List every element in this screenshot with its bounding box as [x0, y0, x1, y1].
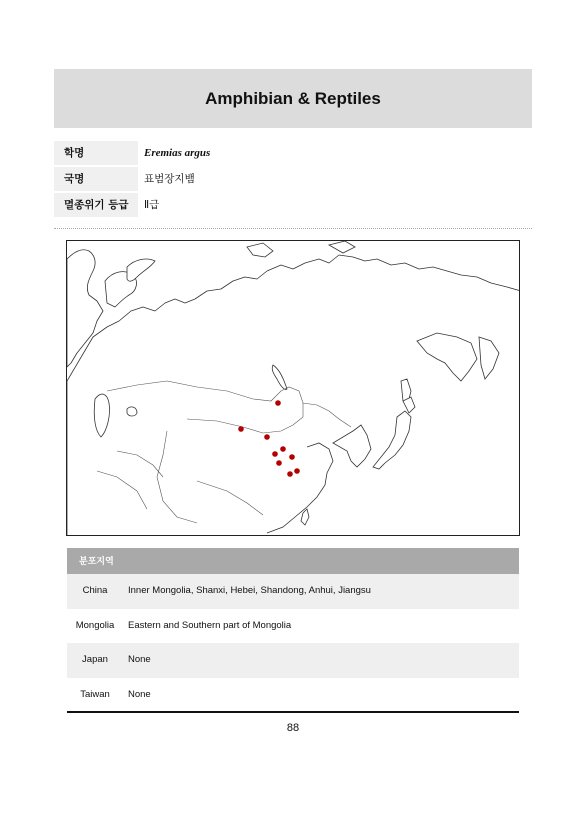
occurrence-point [287, 471, 293, 477]
section-divider [54, 228, 532, 229]
detail-cell: Inner Mongolia, Shanxi, Hebei, Shandong, Anhui, Jiangsu [128, 585, 371, 596]
table-row [67, 678, 519, 713]
table-row [67, 609, 519, 644]
region-cell: Mongolia [75, 619, 115, 631]
region-cell: Taiwan [80, 688, 110, 700]
region-cell: China [82, 585, 108, 596]
table-row [67, 643, 519, 678]
distribution-map [66, 240, 520, 536]
info-label: 멸종위기 등급 [54, 193, 138, 217]
scientific-name: Eremias argus [144, 147, 211, 159]
info-row-endangered-grade [54, 193, 532, 219]
aral-sea [127, 407, 137, 416]
island-outline [247, 243, 273, 257]
distribution-table [67, 548, 519, 712]
info-label: 국명 [54, 167, 138, 191]
occurrence-point [280, 446, 286, 452]
info-row-korean-name [54, 167, 532, 193]
occurrence-point [289, 454, 295, 460]
occurrence-point [272, 451, 278, 457]
korean-name: 표범장지뱀 [144, 173, 195, 185]
table-bottom-rule [67, 711, 519, 713]
endangered-grade: Ⅱ급 [144, 199, 160, 211]
island-outline [127, 259, 155, 281]
landmass-outlines [67, 250, 520, 536]
occurrence-point [264, 434, 270, 440]
map-svg [67, 241, 520, 536]
detail-cell: None [128, 688, 151, 700]
region-cell: Japan [82, 654, 108, 665]
occurrence-point [294, 468, 300, 474]
info-row-scientific-name [54, 141, 532, 167]
table-header: 분포지역 [67, 548, 519, 574]
occurrence-point [275, 400, 281, 406]
species-info [54, 141, 532, 219]
table-row [67, 574, 519, 609]
page-header [54, 69, 532, 128]
detail-cell: Eastern and Southern part of Mongolia [128, 619, 292, 631]
detail-cell: None [128, 654, 151, 665]
page-number: 88 [286, 722, 300, 734]
info-label: 학명 [54, 141, 138, 165]
occurrence-point [238, 426, 244, 432]
page-title: Amphibian & Reptiles [205, 89, 381, 108]
island-outline [329, 241, 355, 253]
occurrence-point [276, 460, 282, 466]
